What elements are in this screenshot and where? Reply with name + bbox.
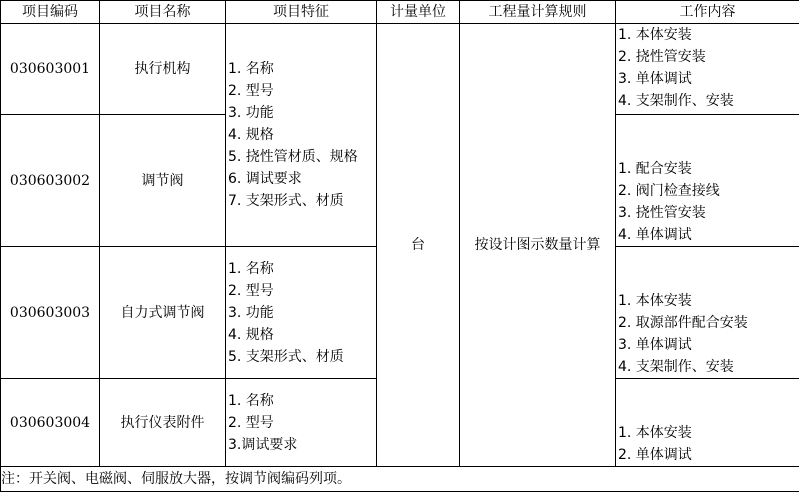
feature-item: 5. 挠性管材质、规格 (228, 146, 376, 168)
item-name: 执行仪表附件 (100, 379, 226, 467)
item-name: 自力式调节阀 (100, 247, 226, 379)
feature-item: 2. 型号 (228, 412, 376, 434)
work-list (616, 247, 799, 379)
work-item: 4. 单体调试 (618, 224, 799, 246)
item-name: 执行机构 (100, 24, 226, 115)
work-item: 2. 单体调试 (618, 444, 799, 466)
item-code: 030603001 (1, 24, 100, 115)
work-list (616, 115, 799, 247)
feature-item: 3. 功能 (228, 302, 376, 324)
work-list (616, 379, 799, 467)
header-code: 项目编码 (1, 1, 100, 24)
item-code: 030603002 (1, 115, 100, 247)
header-row (1, 1, 799, 24)
feature-item: 6. 调试要求 (228, 168, 376, 190)
note-row (1, 467, 799, 492)
feature-item: 4. 规格 (228, 324, 376, 346)
work-item: 4. 支架制作、安装 (618, 90, 799, 112)
feature-item: 1. 名称 (228, 390, 376, 412)
feature-item: 3.调试要求 (228, 434, 376, 456)
work-item: 1. 本体安装 (618, 24, 799, 46)
item-code: 030603003 (1, 247, 100, 379)
feature-item: 1. 名称 (228, 258, 376, 280)
work-item: 2. 取源部件配合安装 (618, 312, 799, 334)
header-unit: 计量单位 (377, 1, 460, 24)
table-note: 注：开关阀、电磁阀、伺服放大器，按调节阀编码列项。 (1, 467, 799, 492)
feature-list (226, 24, 377, 247)
feature-list (226, 247, 377, 379)
feature-item: 5. 支架形式、材质 (228, 346, 376, 368)
feature-item: 2. 型号 (228, 80, 376, 102)
feature-list (226, 379, 377, 467)
work-item: 2. 挠性管安装 (618, 46, 799, 68)
header-features: 项目特征 (226, 1, 377, 24)
unit-cell: 台 (377, 24, 460, 467)
work-item: 3. 单体调试 (618, 68, 799, 90)
work-item: 1. 本体安装 (618, 422, 799, 444)
feature-item: 3. 功能 (228, 102, 376, 124)
item-code: 030603004 (1, 379, 100, 467)
feature-item: 1. 名称 (228, 58, 376, 80)
rule-cell: 按设计图示数量计算 (460, 24, 616, 467)
header-work: 工作内容 (616, 1, 799, 24)
feature-item: 2. 型号 (228, 280, 376, 302)
work-item: 3. 挠性管安装 (618, 202, 799, 224)
item-name: 调节阀 (100, 115, 226, 247)
feature-item: 4. 规格 (228, 124, 376, 146)
work-item: 2. 阀门检查接线 (618, 180, 799, 202)
feature-item: 7. 支架形式、材质 (228, 190, 376, 212)
work-item: 1. 本体安装 (618, 290, 799, 312)
work-item: 1. 配合安装 (618, 158, 799, 180)
work-item: 4. 支架制作、安装 (618, 356, 799, 378)
table-row (1, 24, 799, 115)
work-list (616, 24, 799, 115)
header-rule: 工程量计算规则 (460, 1, 616, 24)
header-name: 项目名称 (100, 1, 226, 24)
work-item: 3. 单体调试 (618, 334, 799, 356)
